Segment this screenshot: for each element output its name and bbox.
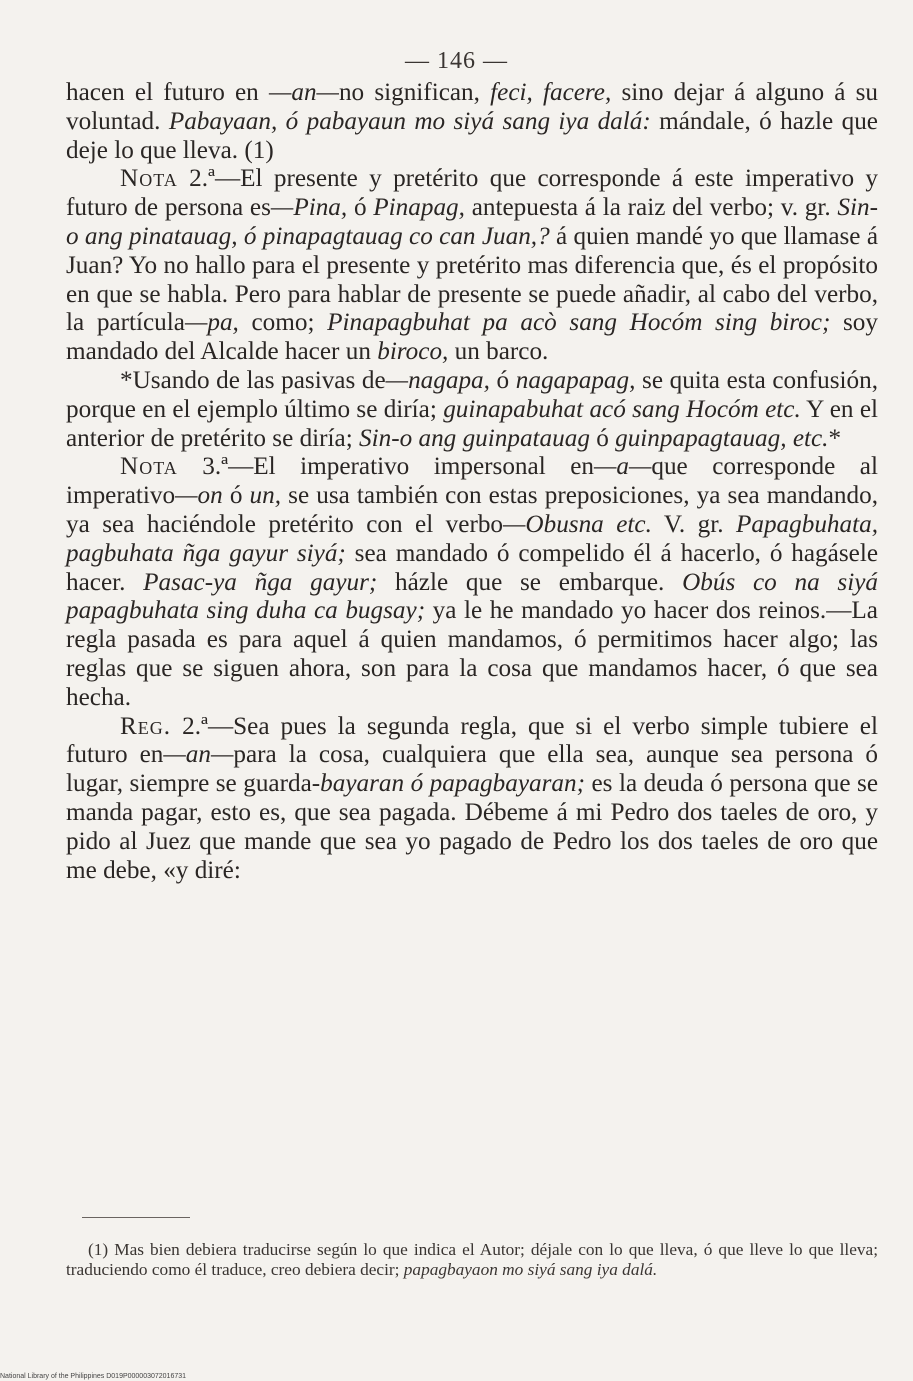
text-run: sino dejar á alguno á su voluntad. xyxy=(66,79,879,135)
text-run-italic: Papagbuhata, pagbuhata ñga gayur siyá; xyxy=(66,510,879,567)
text-run: antepuesta á la raiz del verbo; v. gr. xyxy=(464,194,838,222)
text-run: ya le he mandado yo hacer dos reinos.—La regla pasada es para aquel á quien mandamos, ó permitimos hacer algo; las reglas que se siguen ahora, son para la cosa que mandamos hacer, ó que sea hecha. xyxy=(66,597,878,711)
footnote xyxy=(66,1240,878,1281)
paragraph-usando xyxy=(66,367,878,453)
text-run-italic: Sin-o ang guinpatauag xyxy=(359,424,590,452)
text-run: sea mandado ó compelido él á hacerlo, ó hagásele hacer. xyxy=(66,539,878,596)
text-run: —El imperativo impersonal en xyxy=(228,453,594,481)
text-run: se quita esta confusión, porque en el ejemplo último se diría; xyxy=(66,366,878,423)
paragraph-nota-3 xyxy=(66,453,878,712)
text-run: ó xyxy=(222,482,250,510)
text-run: se usa también con estas preposiciones, ya sea mandando, ya sea haciéndole pretérito con el verbo xyxy=(66,482,879,538)
text-run-italic: Pinapag, xyxy=(373,194,465,222)
page-number: — 146 — xyxy=(405,48,508,74)
text-run-italic: Sin-o ang pinatauag, ó pinapagtauag co can Juan,? xyxy=(66,194,878,250)
text-run-italic: papagbayaon mo siyá sang iya dalá. xyxy=(403,1260,658,1280)
note-label: Nota xyxy=(120,453,178,481)
text-run: * xyxy=(828,424,842,452)
text-run: mándale, ó hazle que deje lo que lleva. (1) xyxy=(66,107,878,164)
text-run: hacen el futuro en xyxy=(66,79,269,106)
text-run: V. gr. xyxy=(651,510,736,538)
paragraph-continuation xyxy=(66,79,878,165)
rule-number: 2.ª xyxy=(171,712,208,740)
text-run: ó xyxy=(489,366,516,394)
text-run-italic: -bayaran ó papagbayaran; xyxy=(311,770,585,798)
text-run-italic: nagapapag, xyxy=(515,366,636,394)
text-run: —Sea pues la segunda regla, que si el verbo simple tubiere el futuro en xyxy=(66,712,878,769)
text-run-italic: Pabayaan, ó pabayaun mo siyá sang iya dalá: xyxy=(168,107,651,135)
text-run-italic: feci, facere, xyxy=(490,79,612,106)
text-run-italic: —nagapa, xyxy=(385,366,490,394)
text-run-italic: —an— xyxy=(163,741,234,769)
text-run: soy mandado del Alcalde hacer un xyxy=(66,309,878,366)
text-run-italic: —Pina, xyxy=(270,194,348,222)
text-run: (1) Mas bien debiera traducirse según lo que indica el Autor; déjale con lo que lleva, ó que lleve lo que lleva; traduciendo como él traduce, creo debiera decir; xyxy=(66,1240,878,1280)
text-run: —El presente y pretérito que corresponde á este imperativo y futuro de persona es xyxy=(66,165,879,222)
text-run: es la deuda ó persona que se manda pagar, esto es, que sea pagada. Débeme á mi Pedro dos taeles de oro, y pido al Juez que mande que sea yo pagado de Pedro los dos taeles de oro que me debe, «y diré: xyxy=(66,770,879,884)
footnote-text xyxy=(66,1240,878,1281)
text-run-italic: guinpapagtauag, etc. xyxy=(615,424,829,452)
text-run-italic: Obús co na siyá papagbuhata sing duha ca bugsay; xyxy=(66,568,878,625)
main-text xyxy=(66,79,878,885)
text-run-italic: Pinapagbuhat pa acò sang Hocóm sing biroc; xyxy=(327,309,831,337)
rule-label: Reg. xyxy=(120,712,172,740)
footnote-divider xyxy=(82,1217,190,1218)
text-run-italic: —pa, xyxy=(184,309,239,337)
text-run-italic: —an— xyxy=(268,79,339,106)
text-run-italic: —on xyxy=(175,482,223,510)
note-number: 3.ª xyxy=(177,453,229,481)
library-imprint: National Library of the Philippines D019P000003072016731 xyxy=(0,1373,187,1380)
text-run: á quien mandé yo que llamase á Juan? Yo no hallo para el presente y pretérito mas diferencia que, és el propósito en que se habla. Pero para hablar de presente se puede añadir, al cabo del verbo, la partícula xyxy=(66,222,878,337)
text-run-italic: guinapabuhat acó sang Hocóm etc. xyxy=(443,395,801,423)
text-run-italic: —Obusna etc. xyxy=(503,510,652,538)
text-run: ó xyxy=(589,424,616,452)
text-run: no significan, xyxy=(338,79,491,106)
text-run: que corresponde al imperativo xyxy=(66,453,878,510)
text-run: un barco. xyxy=(448,338,549,366)
note-label: Nota xyxy=(120,165,178,193)
text-run-italic: biroco, xyxy=(377,338,449,366)
text-run-italic: —a— xyxy=(593,453,652,481)
text-run: Y en el anterior de pretérito se diría; xyxy=(66,395,878,452)
text-run: para la cosa, cualquiera que ella sea, aunque sea persona ó lugar, siempre se guarda xyxy=(66,741,879,798)
text-run: házle que se embarque. xyxy=(377,568,683,596)
paragraph-nota-2 xyxy=(66,165,878,367)
text-run: *Usando de las pasivas de xyxy=(120,366,386,394)
paragraph-regla-2 xyxy=(66,713,878,886)
text-run-italic: Pasac-ya ñga gayur; xyxy=(143,568,378,596)
note-number: 2.ª xyxy=(177,165,215,193)
text-run: ó xyxy=(347,194,374,222)
text-run-italic: un, xyxy=(249,482,282,510)
text-run: como; xyxy=(238,309,328,337)
